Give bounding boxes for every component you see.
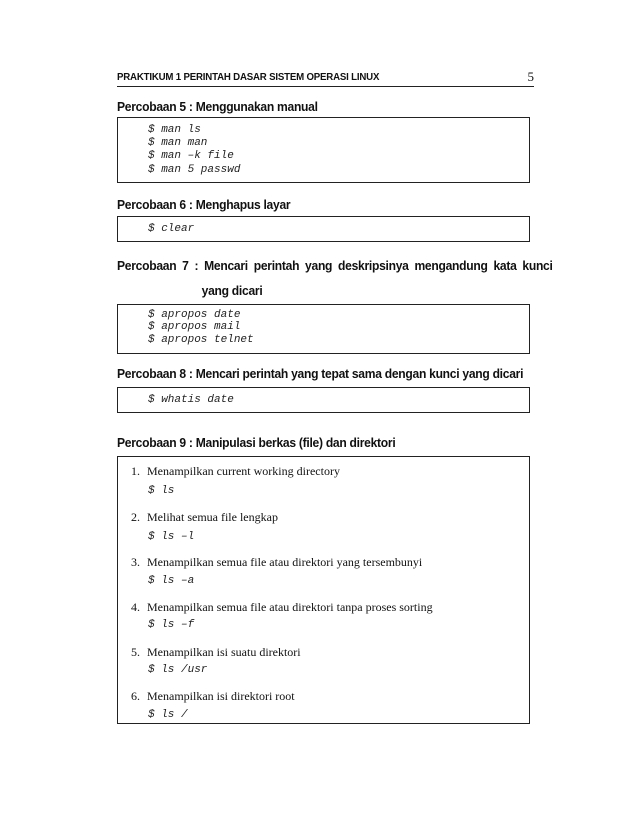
command-line: $ man ls (148, 124, 201, 136)
header-title: PRAKTIKUM 1 PERINTAH DASAR SISTEM OPERASI LINUX (117, 71, 380, 83)
section-8-code-box (117, 387, 530, 413)
list-item: 4. Menampilkan semua file atau direktori tanpa proses sorting (131, 600, 433, 614)
list-item: 1. Menampilkan current working directory (131, 464, 340, 478)
command-line: $ man man (148, 137, 208, 149)
command-line: $ apropos telnet (148, 334, 254, 346)
command-line: $ ls –l (148, 531, 195, 543)
command-line: $ ls /usr (148, 664, 208, 676)
section-6-heading: Percobaan 6 : Menghapus layar (117, 197, 291, 212)
section-7-code-box (117, 304, 530, 354)
command-line: $ man –k file (148, 150, 234, 162)
section-6-code-box (117, 216, 530, 242)
command-line: $ ls –a (148, 575, 195, 587)
page-number: 5 (527, 69, 534, 84)
section-5-code-box (117, 117, 530, 183)
page-header (117, 71, 534, 87)
section-8-heading: Percobaan 8 : Mencari perintah yang tepat sama dengan kunci yang dicari (117, 366, 524, 381)
section-9-heading: Percobaan 9 : Manipulasi berkas (file) dan direktori (117, 435, 396, 450)
command-line: $ clear (148, 223, 195, 235)
list-item: 6. Menampilkan isi direktori root (131, 689, 295, 703)
command-line: $ whatis date (148, 394, 234, 406)
section-5-heading: Percobaan 5 : Menggunakan manual (117, 99, 318, 114)
section-7-heading-line2: yang dicari (201, 283, 263, 298)
command-line: $ ls (148, 485, 175, 497)
section-9-list-box (117, 456, 530, 724)
command-line: $ ls –f (148, 619, 195, 631)
list-item: 5. Menampilkan isi suatu direktori (131, 645, 301, 659)
command-line: $ ls / (148, 709, 188, 721)
command-line: $ man 5 passwd (148, 164, 241, 176)
section-7-heading-line1: Percobaan 7 : Mencari perintah yang deskripsinya mengandung kata kunci (117, 258, 553, 273)
list-item: 3. Menampilkan semua file atau direktori yang tersembunyi (131, 555, 423, 569)
command-line: $ apropos mail (148, 321, 241, 333)
list-item: 2. Melihat semua file lengkap (131, 510, 278, 524)
command-line: $ apropos date (148, 309, 241, 321)
